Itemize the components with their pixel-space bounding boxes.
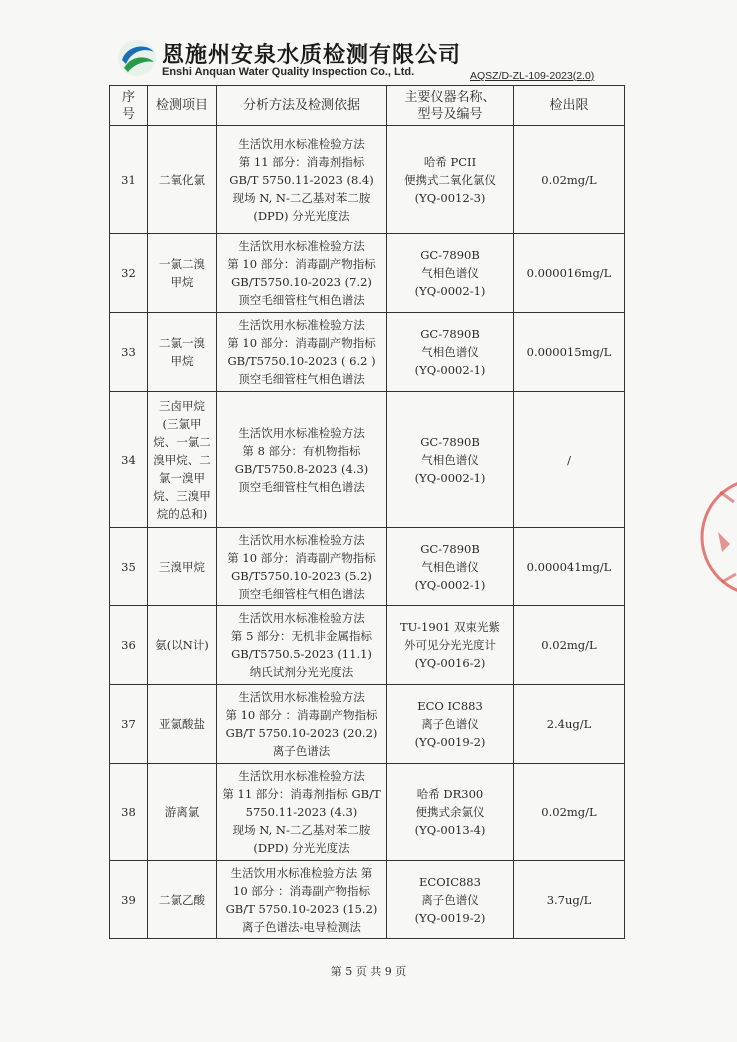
table-header-row: [110, 86, 625, 126]
row-no: 38: [110, 764, 148, 861]
row-item: 二氯一溴 甲烷: [148, 313, 217, 392]
page-number: 第 5 页 共 9 页: [330, 965, 407, 978]
company-logo-icon: [116, 38, 158, 78]
method-table: [109, 85, 625, 939]
row-no: 37: [110, 685, 148, 764]
row-item: 游离氯: [148, 764, 217, 861]
col-header-instrument: 主要仪器名称、 型号及编号: [387, 86, 514, 126]
table-row: [110, 234, 625, 313]
row-instrument: GC-7890B 气相色谱仪 (YQ-0002-1): [387, 392, 514, 528]
row-limit: 2.4ug/L: [514, 685, 625, 764]
row-limit: /: [514, 392, 625, 528]
table-row: [110, 126, 625, 234]
row-no: 31: [110, 126, 148, 234]
row-method: 生活饮用水标准检验方法 第 10 部分 ：消毒副产物指标 GB/T 5750.10-2023 (20.2) 离子色谱法: [217, 685, 387, 764]
row-item: 一氯二溴 甲烷: [148, 234, 217, 313]
row-no: 39: [110, 861, 148, 939]
row-limit: 0.02mg/L: [514, 126, 625, 234]
row-item: 氨(以N计): [148, 606, 217, 685]
row-no: 35: [110, 528, 148, 606]
col-header-limit: 检出限: [514, 86, 625, 126]
table-row: [110, 606, 625, 685]
table-row: [110, 392, 625, 528]
row-no: 32: [110, 234, 148, 313]
row-instrument: ECO IC883 离子色谱仪 (YQ-0019-2): [387, 685, 514, 764]
col-header-item: 检测项目: [148, 86, 217, 126]
row-limit: 0.000041mg/L: [514, 528, 625, 606]
row-method: 生活饮用水标准检验方法 第 11 部分：消毒剂指标 GB/T 5750.11-2023 (8.4) 现场 N, N-二乙基对苯二胺 (DPD) 分光光度法: [217, 126, 387, 234]
row-instrument: GC-7890B 气相色谱仪 (YQ-0002-1): [387, 234, 514, 313]
company-name-en: Enshi Anquan Water Quality Inspection Co., Ltd.: [162, 66, 415, 78]
row-item: 二氧化氯: [148, 126, 217, 234]
row-limit: 3.7ug/L: [514, 861, 625, 939]
table-row: [110, 685, 625, 764]
row-method: 生活饮用水标准检验方法 第 10 部分：消毒副产物指标 GB/T5750.10-2023 (7.2) 顶空毛细管柱气相色谱法: [217, 234, 387, 313]
row-no: 36: [110, 606, 148, 685]
col-header-method: 分析方法及检测依据: [217, 86, 387, 126]
row-item: 二氯乙酸: [148, 861, 217, 939]
row-limit: 0.000015mg/L: [514, 313, 625, 392]
row-limit: 0.000016mg/L: [514, 234, 625, 313]
row-method: 生活饮用水标准检验方法 第 10 部分：消毒副产物指标 GB/T5750.10-2023 (5.2) 顶空毛细管柱气相色谱法: [217, 528, 387, 606]
company-name-cn: 恩施州安泉水质检测有限公司: [162, 42, 462, 68]
row-instrument: 哈希 PCII 便携式二氧化氯仪 (YQ-0012-3): [387, 126, 514, 234]
table-row: [110, 861, 625, 939]
col-header-no: 序 号: [110, 86, 148, 126]
table-row: [110, 528, 625, 606]
row-instrument: GC-7890B 气相色谱仪 (YQ-0002-1): [387, 528, 514, 606]
row-item: 三卤甲烷 (三氯甲 烷、一氯二 溴甲烷、二 氯一溴甲 烷、三溴甲 烷的总和): [148, 392, 217, 528]
row-method: 生活饮用水标准检验方法 第 5 部分：无机非金属指标 GB/T5750.5-2023 (11.1) 纳氏试剂分光光度法: [217, 606, 387, 685]
row-method: 生活饮用水标准检验方法 第 10 部分 ：消毒副产物指标 GB/T 5750.10-2023 (15.2) 离子色谱法-电导检测法: [217, 861, 387, 939]
row-method: 生活饮用水标准检验方法 第 8 部分：有机物指标 GB/T5750.8-2023 (4.3) 顶空毛细管柱气相色谱法: [217, 392, 387, 528]
row-item: 三溴甲烷: [148, 528, 217, 606]
table-row: [110, 764, 625, 861]
row-no: 34: [110, 392, 148, 528]
row-method: 生活饮用水标准检验方法 第 11 部分：消毒剂指标 GB/T 5750.11-2023 (4.3) 现场 N, N-二乙基对苯二胺 (DPD) 分光光度法: [217, 764, 387, 861]
document-code: AQSZ/D-ZL-109-2023(2.0): [470, 70, 595, 82]
row-limit: 0.02mg/L: [514, 606, 625, 685]
row-method: 生活饮用水标准检验方法 第 10 部分：消毒副产物指标 GB/T5750.10-2023 ( 6.2 ) 顶空毛细管柱气相色谱法: [217, 313, 387, 392]
row-limit: 0.02mg/L: [514, 764, 625, 861]
red-seal-stamp-icon: [700, 462, 737, 612]
row-no: 33: [110, 313, 148, 392]
row-item: 亚氯酸盐: [148, 685, 217, 764]
row-instrument: GC-7890B 气相色谱仪 (YQ-0002-1): [387, 313, 514, 392]
row-instrument: ECOIC883 离子色谱仪 (YQ-0019-2): [387, 861, 514, 939]
row-instrument: 哈希 DR300 便携式余氯仪 (YQ-0013-4): [387, 764, 514, 861]
table-row: [110, 313, 625, 392]
row-instrument: TU-1901 双束光紫 外可见分光光度计 (YQ-0016-2): [387, 606, 514, 685]
page-header: [112, 34, 617, 84]
